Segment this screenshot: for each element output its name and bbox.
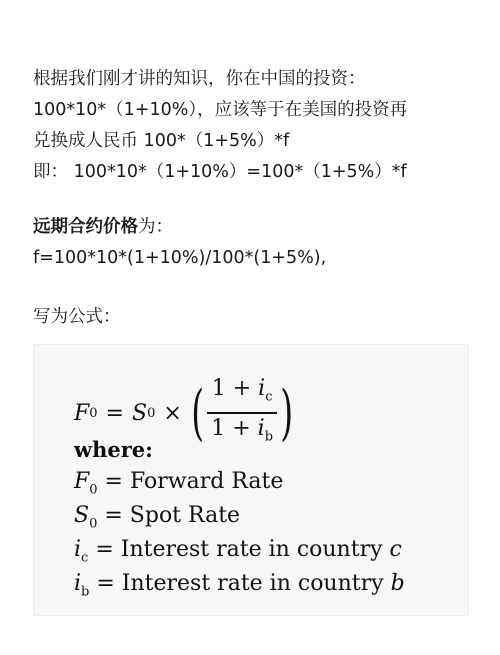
definition-spot-rate: $S_0$ = Spot Rate xyxy=(74,503,241,532)
numerator: $1 + i_c$ xyxy=(211,375,273,405)
spot-subscript: 0 xyxy=(147,405,156,421)
formula-heading: 写为公式： xyxy=(33,307,121,327)
definition-forward-rate: $F_0$ = Forward Rate xyxy=(74,469,284,498)
spot-symbol: S xyxy=(131,400,148,426)
where-label: where: xyxy=(74,437,153,462)
intro-line: 根据我们刚才讲的知识，你在中国的投资： xyxy=(33,69,366,89)
times-sign: × xyxy=(163,400,182,426)
left-paren: ( xyxy=(191,378,204,448)
fraction xyxy=(207,374,277,452)
main-equation: F 0 = S 0 × ( $\frac{1 + i_c}{1 + i_b}$ ) xyxy=(74,381,294,445)
definition-interest-b: $i_b$ = Interest rate in country b xyxy=(74,571,405,600)
right-paren: ) xyxy=(280,378,294,448)
lhs-subscript: 0 xyxy=(89,405,98,421)
definition-interest-c: $i_c$ = Interest rate in country c xyxy=(74,537,402,566)
intro-paragraph xyxy=(33,64,407,188)
intro-line: 即： 100*10*（1+10%）=100*（1+5%）*f xyxy=(33,162,407,182)
formula-text: f=100*10*(1+10%)/100*(1+5%), xyxy=(33,248,327,268)
section-title xyxy=(33,212,173,243)
lhs-symbol: F xyxy=(74,400,90,426)
intro-line: 兑换成人民币 100*（1+5%）*f xyxy=(33,131,290,151)
denominator: $1 + i_b$ xyxy=(211,415,274,445)
section-title-rest: 为： xyxy=(138,217,173,237)
section-title-bold: 远期合约价格 xyxy=(33,217,138,237)
formula-image xyxy=(33,344,469,616)
intro-line: 100*10*（1+10%），应该等于在美国的投资再 xyxy=(33,100,408,120)
